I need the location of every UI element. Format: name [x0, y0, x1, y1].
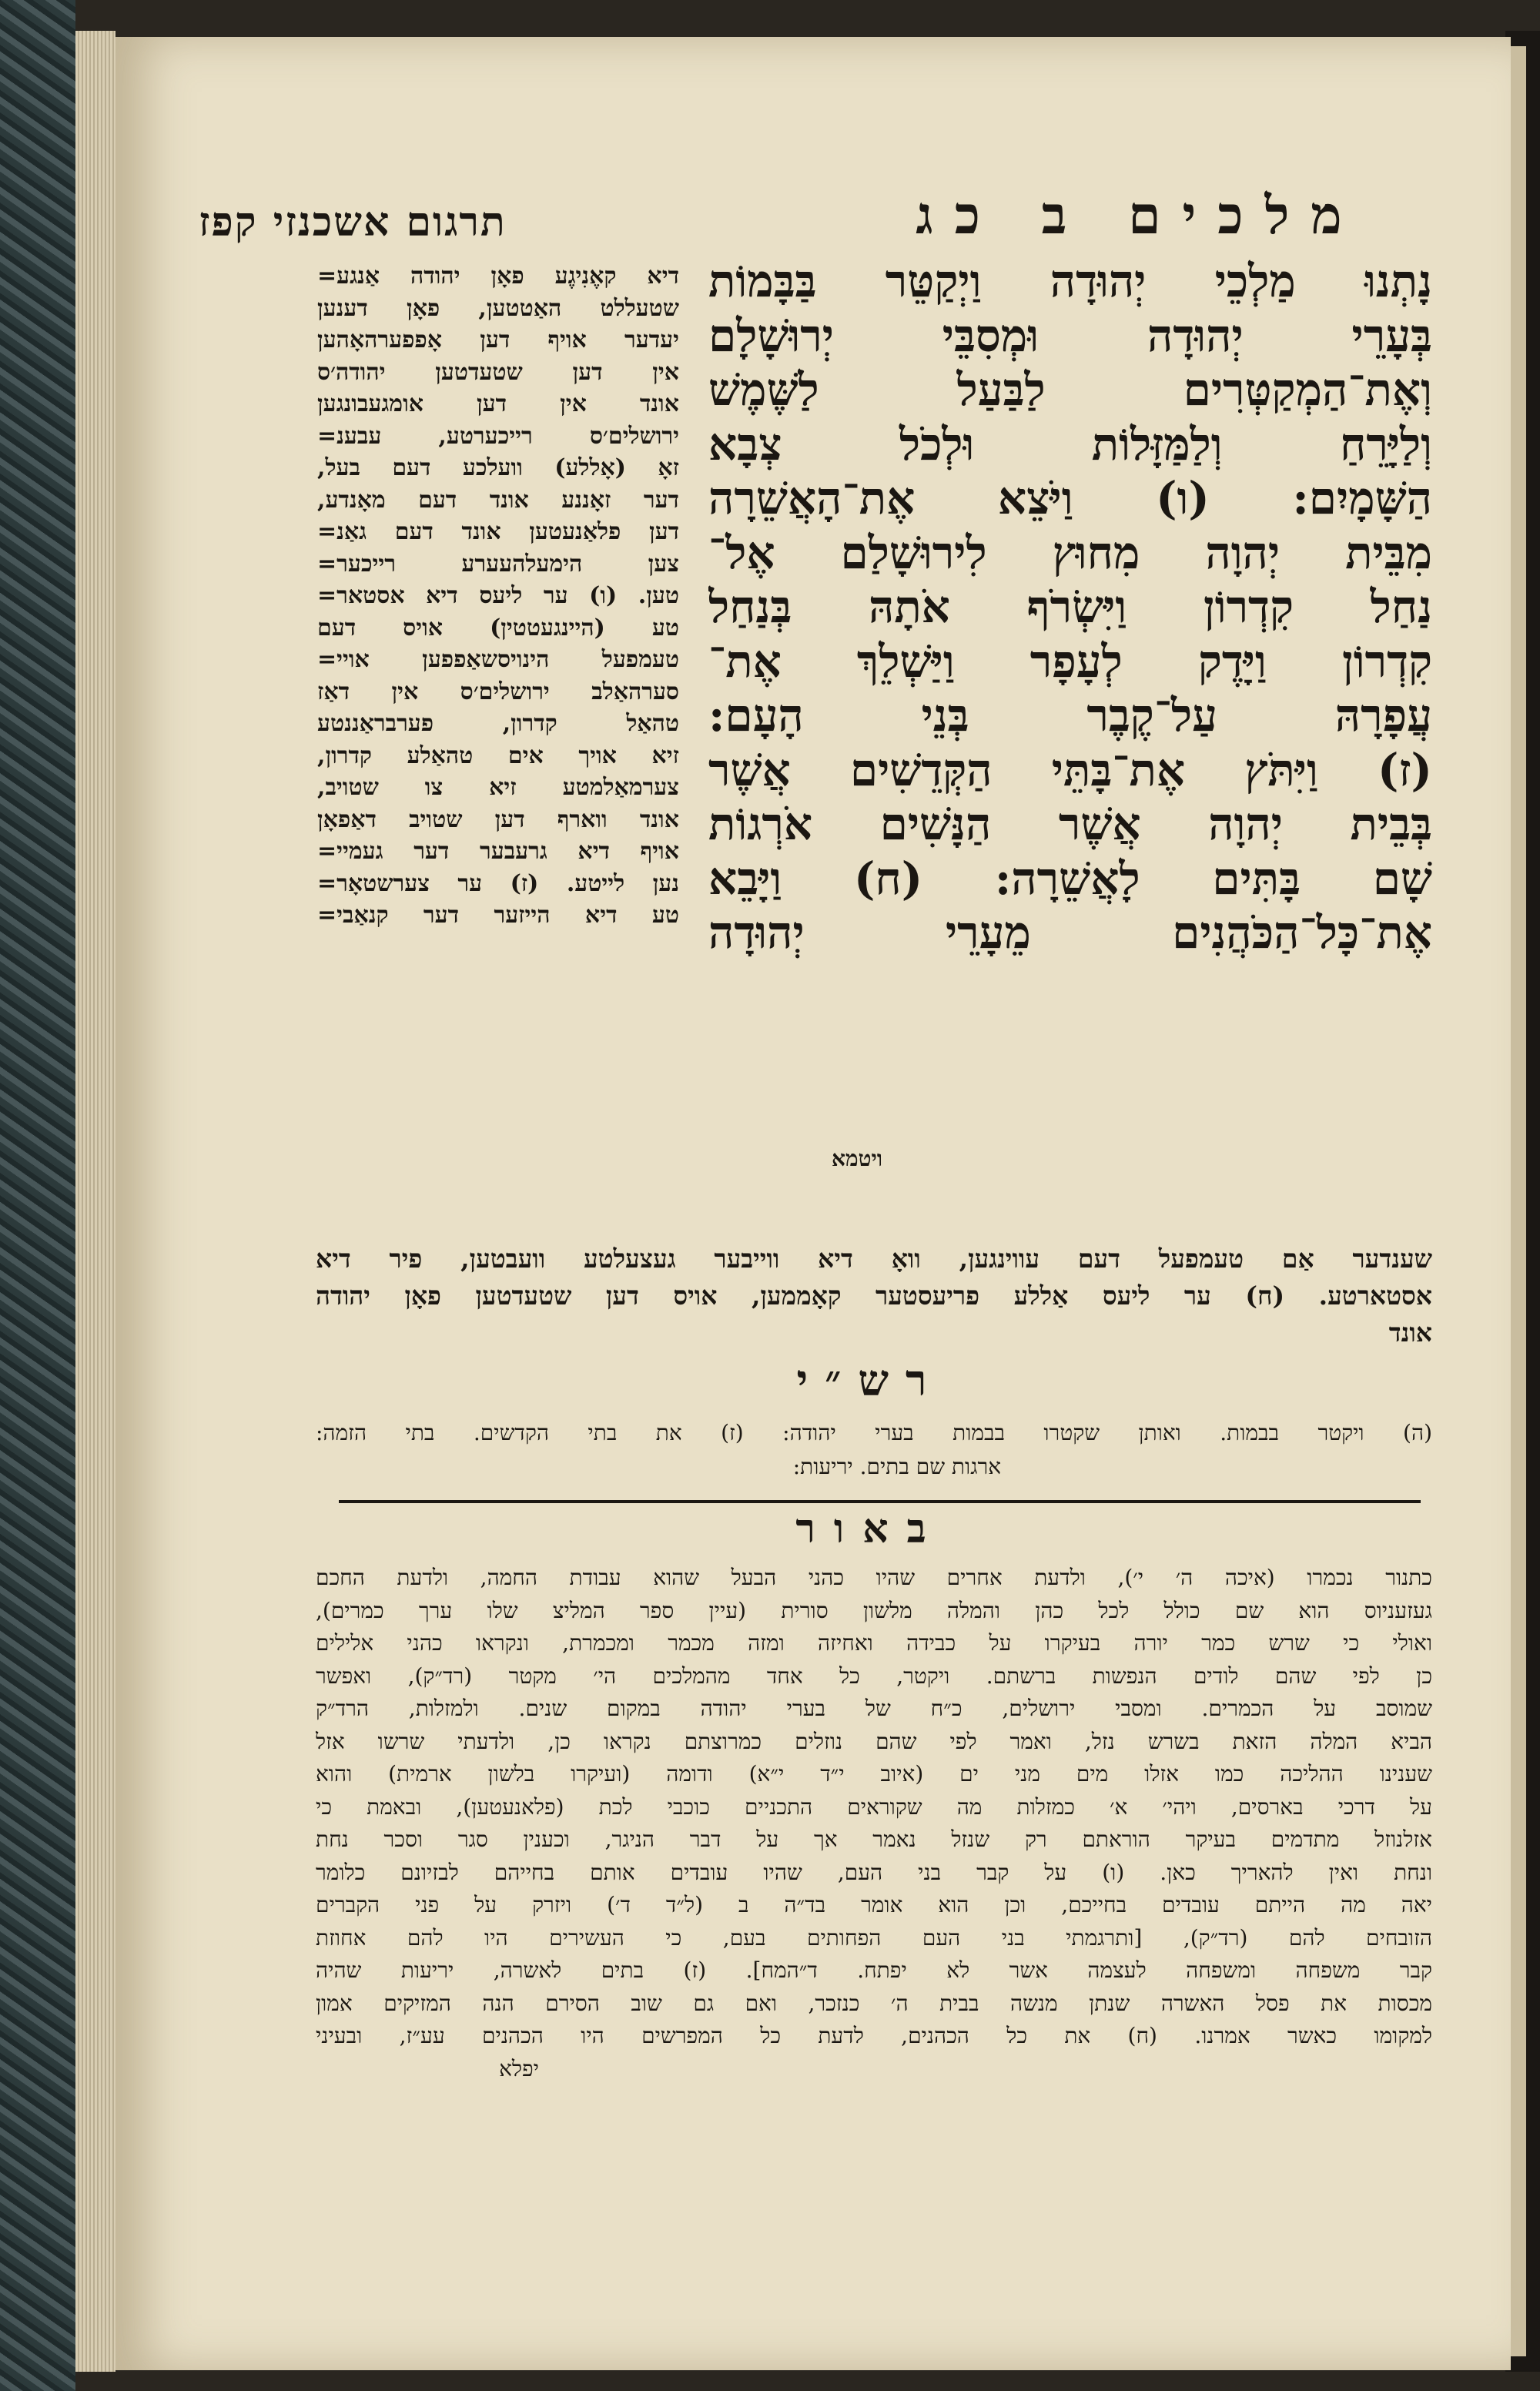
next-page-edge: [1509, 46, 1526, 2356]
yiddish-line: אין דען שטעדטען יהודה׳ס: [317, 358, 679, 386]
header-book-title: מלכים ב כג: [916, 185, 1364, 246]
yiddish-line: טע (היינגעטטין) אויס דעם: [317, 614, 679, 641]
yiddish-line: צערמאַלמטע זיא צו שטויב,: [317, 774, 679, 801]
biur-line: יפלא: [499, 2055, 539, 2081]
biur-heading: באור: [795, 1505, 945, 1552]
catchword: ויטמא: [832, 1146, 882, 1171]
yiddish-line: סערהאַלב ירושלים׳ס אין דאַז: [317, 678, 679, 705]
hebrew-line: הַשָּׁמָיִם: (ו) וַיֹּצֵא אֶת־הָאֲשֵׁרָה: [708, 472, 1432, 524]
yiddish-line: יעדער אויף דען אָפפערהאָהען: [317, 327, 679, 353]
biur-line: געזעניוס הוא שם כולל לכל כהן והמלה מלשון סורית (עיין ספר המליצ שלו ערך כמרים),: [316, 1597, 1432, 1623]
translation-continuation-line: אונד: [1388, 1318, 1432, 1348]
biur-line: הביא המלה הזאת בשרש נזל, ואמר לפי שהם נוזלים כמרוצתם נקראו כן, ולדעתי שרשו אזל: [316, 1728, 1432, 1754]
yiddish-line: טהאַל קדרון, פערבראַננטע: [317, 710, 679, 737]
section-divider: [339, 1500, 1421, 1503]
yiddish-line: טעמפעל הינויסשאַפפען אויי=: [317, 646, 679, 673]
translation-continuation-line: אסטארטע. (ח) ער ליעס אַללע פריעסטער קאָממען, אויס דען שטעדטען פאָן יהודה: [316, 1281, 1432, 1311]
hebrew-line: בְּבֵית יְהוָה אֲשֶׁר הַנָּשִׁים אֹרְגוֹת: [708, 798, 1432, 850]
yiddish-line: אונד אין דען אומגעבונגען: [317, 390, 679, 417]
yiddish-line: אונד ווארף דען שטויב דאַפאָן: [317, 805, 679, 833]
biur-line: אזלנוזל מתדמים בעיקר הוראתם רק שנזל נאמר אך על דבר הניגר, וכענין סגר וסכר נחת: [316, 1827, 1432, 1852]
rashi-line: (ה) ויקטר בבמות. ואותן שקטרו בבמות בערי יהודה: (ז) את בתי הקדשים. בתי הזמה:: [316, 1420, 1432, 1445]
book-cover-edge: [0, 0, 75, 2391]
hebrew-text-column: [708, 254, 1432, 960]
yiddish-line: צען הימעלהעערע רייכער=: [317, 550, 679, 578]
yiddish-line: ירושלים׳ס רייכערטע, עבענ=: [317, 422, 679, 450]
hebrew-line: בְּעָרֵי יְהוּדָה וּמְסִבֵּי יְרוּשָׁלָם: [708, 309, 1432, 362]
hebrew-line: קִדְרוֹן וַיָּדֶק לְעָפָר וַיַּשְׁלֵךְ אֶת־: [708, 635, 1432, 688]
biur-line: כן לפי שהם לודים הנפשות ברשתם. ויקטר, כל אחד מהמלכים הי׳ מקטר (רד״ק), ואפשר: [316, 1663, 1432, 1689]
biur-commentary: [316, 1562, 1432, 2085]
biur-line: על דרכי בארסים, ויהי׳ א׳ כמזלות מה שקוראים התכניים כוכבי לכת (פלאנעטען), ובאמת כי: [316, 1793, 1432, 1820]
page-stack-edges: [75, 31, 116, 2372]
rashi-heading: רש״י: [796, 1355, 944, 1406]
rashi-line: ארגות שם בתים. יריעות:: [792, 1454, 1001, 1479]
biur-line: שענינו ההליכה כמו אזלו מים מני ים (איוב י״ד י״א) ודומה (ועיקרו בלשון ארמית) והוא: [316, 1761, 1432, 1787]
hebrew-line: וְלַיָּרֵחַ וְלַמַּזָּלוֹת וּלְכֹל צְבָא: [708, 417, 1432, 470]
biur-line: שמוסב על הכמרים. ומסבי ירושלים, כ״ח של בערי יהודה במקום שנים. ולמזלות, הרד״ק: [316, 1696, 1432, 1721]
header-translation-title: תרגום אשכנזי קפז: [199, 199, 507, 246]
translation-continuation-line: שענדער אַם טעמפעל דעם עווינגען, וואָ דיא ווייבער געצעלטע וועבטען, פיר דיא: [316, 1244, 1432, 1274]
hebrew-line: אֶת־כָּל־הַכֹּהֲנִים מֵעָרֵי יְהוּדָה: [708, 906, 1432, 959]
hebrew-line: שָׁם בָּתִּים לָאֲשֵׁרָה: (ח) וַיָּבֵא: [708, 852, 1432, 905]
yiddish-line: אויף דיא גרעבער דער געמיי=: [317, 838, 679, 865]
yiddish-line: זאָ (אָללע) וועלכע דעם בעל,: [317, 454, 679, 481]
yiddish-line: זיא אויך אים טהאַלע קדרון,: [317, 742, 679, 769]
yiddish-line: דען פלאַנעטען אונד דעם גאַנ=: [317, 518, 679, 545]
hebrew-line: מִבֵּית יְהוָה מִחוּץ לִירוּשָׁלַם אֶל־: [708, 526, 1432, 579]
biur-line: כתנור נכמרו (איכה ה׳ י׳), ולדעת אחרים שהיו כהני הבעל שהוא עבודת החמה, ולדעת החכם: [316, 1565, 1432, 1590]
biur-line: למקומו כאשר אמרנו. (ח) את כל הכהנים, לדעת כל המפרשים היו הכהנים עע״ז, ובעיני: [316, 2023, 1432, 2048]
yiddish-line: שטעללט האַטטען, פאָן דענען: [317, 294, 679, 322]
biur-line: ונחת ואין להאריך כאן. (ו) על קבר בני העם, שהיו עובדים אותם בחייהם לבזיונם כלומר: [316, 1859, 1432, 1885]
biur-line: מכסות את פסל האשרה שנתן מנשה בבית ה׳ כנזכר, ואם גם שוב הסירם הנה המזיקים אמון: [316, 1990, 1432, 2016]
hebrew-line: (ז) וַיִּתֹּץ אֶת־בָּתֵּי הַקְּדֵשִׁים אֲשֶׁר: [708, 743, 1432, 796]
yiddish-line: דער זאָננע אונד דעם מאָנדע,: [317, 486, 679, 514]
yiddish-line: טען. (ו) ער ליעס דיא אסטאר=: [317, 582, 679, 609]
yiddish-line: טע דיא הייזער דער קנאַבי=: [317, 902, 679, 929]
biur-line: ואולי כי שרש כמר יורה בעיקרו על כבידה ואחיזה ומזה מכמר ומכמרת, ונקראו כהני אלילים: [316, 1630, 1432, 1656]
biur-line: קבר משפחה ומשפחה לעצמה אשר לא יפתח. ד״המח]. (ז) בתים לאשרה, יריעות שהיה: [316, 1957, 1432, 1983]
yiddish-translation-column: [317, 260, 679, 932]
yiddish-line: דיא קאֶנִיגֶע פאָן יהודה אַנגע=: [317, 263, 679, 290]
hebrew-line: נָתְנוּ מַלְכֵי יְהוּדָה וַיְקַטֵּר בַּבָּמוֹת: [708, 255, 1432, 307]
hebrew-line: וְאֶת־הַמְקַטְּרִים לַבַּעַל לַשֶּׁמֶשׁ: [708, 363, 1432, 416]
hebrew-line: עֲפָרָהּ עַל־קֶבֶר בְּנֵי הָעָם:: [708, 689, 1432, 742]
biur-line: יאה מה הייתם עובדים בחייכם, וכן הוא אומר בד״ה ב (ל״ד ד׳) ויזרק על פני הקברים: [316, 1892, 1432, 1917]
hebrew-line: נַחַל קִדְרוֹן וַיִּשְׂרֹף אֹתָהּ בְּנַחַל: [708, 581, 1432, 633]
yiddish-line: נען לייטע. (ז) ער צערשטאָר=: [317, 869, 679, 897]
biur-line: הזובחים להם (רד״ק), [ותרגמתי בני העם הפחותים בעם, כי העשירים היו להם אחוזת: [316, 1924, 1432, 1951]
